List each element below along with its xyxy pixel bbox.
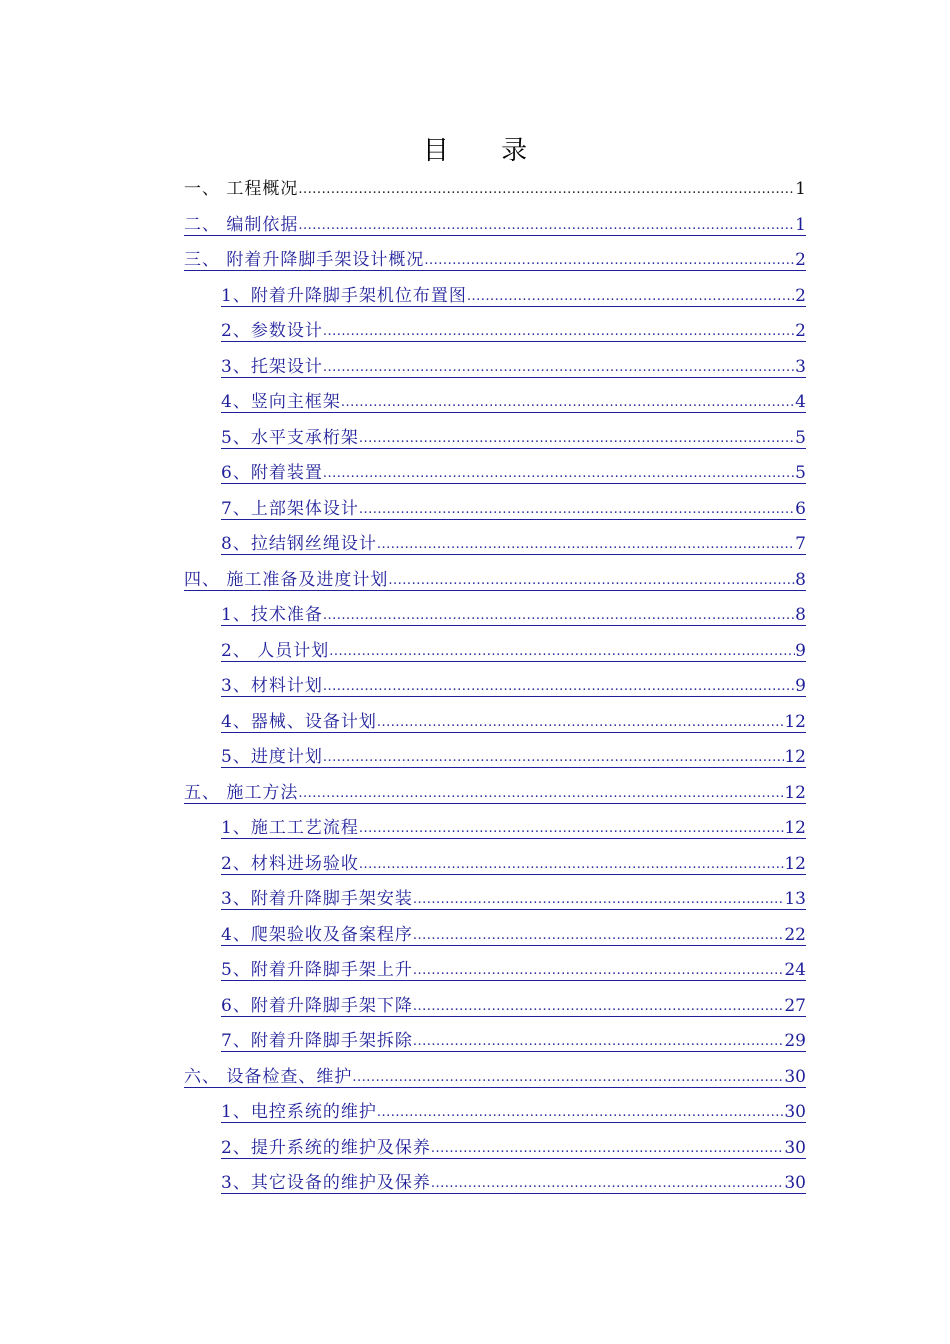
toc-leader-dots [413, 998, 785, 1016]
toc-entry[interactable] [221, 879, 806, 910]
toc-entry-page: 22 [784, 924, 806, 945]
toc-leader-dots [323, 607, 795, 625]
toc-entry-label: 2、材料进场验收 [221, 853, 359, 874]
toc-entry-label: 1、电控系统的维护 [221, 1102, 377, 1122]
toc-entry[interactable] [221, 737, 806, 768]
toc-entry[interactable] [184, 560, 806, 591]
toc-entry-page: 2 [795, 285, 806, 306]
toc-leader-dots [323, 678, 795, 696]
toc-entry[interactable] [221, 382, 806, 413]
toc-leader-dots [377, 714, 785, 732]
toc-entry[interactable] [184, 205, 806, 236]
toc-entry[interactable] [184, 773, 806, 804]
toc-leader-dots [359, 501, 795, 519]
toc-entry-page: 30 [784, 1173, 806, 1193]
toc-leader-dots [359, 430, 795, 448]
toc-entry-page: 9 [795, 640, 806, 661]
toc-leader-dots [323, 359, 795, 377]
toc-entry-page: 12 [784, 782, 806, 803]
toc-entry[interactable] [221, 1163, 806, 1194]
toc-entry-page: 4 [795, 392, 806, 412]
toc-entry-label: 1、施工工艺流程 [221, 818, 359, 838]
toc-entry-page: 12 [784, 853, 806, 874]
toc-entry-page: 5 [795, 427, 806, 448]
toc-entry[interactable] [221, 986, 806, 1017]
toc-entry [184, 169, 806, 199]
toc-leader-dots [359, 856, 785, 874]
toc-entry-page: 5 [795, 463, 806, 483]
toc-entry[interactable] [184, 1057, 806, 1088]
toc-entry[interactable] [221, 1128, 806, 1159]
toc-entry-label: 2、提升系统的维护及保养 [221, 1137, 431, 1158]
toc-entry-label: 3、其它设备的维护及保养 [221, 1173, 431, 1193]
toc-entry-page: 30 [784, 1102, 806, 1122]
toc-entry-label: 5、进度计划 [221, 747, 323, 767]
toc-title: 目 录 [422, 136, 550, 166]
toc-entry-page: 27 [784, 995, 806, 1016]
toc-entry-label: 8、拉结钢丝绳设计 [221, 534, 377, 554]
toc-entry-page: 3 [795, 356, 806, 377]
toc-entry-label: 4、器械、设备计划 [221, 711, 377, 732]
toc-entry-page: 8 [795, 569, 806, 590]
toc-entry-label: 2、参数设计 [221, 321, 323, 341]
toc-entry-page: 1 [795, 179, 806, 199]
toc-entry[interactable] [221, 666, 806, 697]
toc-entry-page: 8 [795, 605, 806, 625]
toc-entry-label: 4、竖向主框架 [221, 392, 341, 412]
toc-leader-dots [329, 643, 795, 661]
toc-entry-label: 3、附着升降脚手架安装 [221, 889, 413, 909]
toc-entry-page: 2 [795, 250, 806, 270]
toc-entry[interactable] [221, 950, 806, 981]
toc-leader-dots [431, 1140, 785, 1158]
toc-leader-dots [377, 1104, 785, 1122]
toc-entry-label: 5、水平支承桁架 [221, 427, 359, 448]
toc-entry-page: 13 [784, 889, 806, 909]
toc-entry-page: 12 [784, 711, 806, 732]
toc-entry-page: 7 [795, 534, 806, 554]
toc-entry-label: 6、附着装置 [221, 463, 323, 483]
toc-entry-page: 29 [784, 1031, 806, 1051]
toc-entry-label: 五、 施工方法 [184, 782, 299, 803]
toc-leader-dots [377, 536, 795, 554]
toc-leader-dots [413, 962, 785, 980]
toc-entry-label: 六、 设备检查、维护 [184, 1066, 353, 1087]
toc-entry[interactable] [221, 524, 806, 555]
toc-entry-page: 12 [784, 747, 806, 767]
toc-leader-dots [341, 394, 795, 412]
toc-entry[interactable] [221, 489, 806, 520]
toc-entry-label: 二、 编制依据 [184, 214, 299, 235]
toc-leader-dots [413, 1033, 785, 1051]
toc-entry-label: 一、 工程概况 [184, 179, 299, 199]
toc-entry-label: 三、 附着升降脚手架设计概况 [184, 250, 425, 270]
toc-entry-page: 30 [784, 1066, 806, 1087]
toc-leader-dots [323, 465, 795, 483]
toc-entry[interactable] [221, 844, 806, 875]
toc-entry-label: 6、附着升降脚手架下降 [221, 995, 413, 1016]
toc-entry-page: 6 [795, 498, 806, 519]
toc-leader-dots [388, 572, 795, 590]
toc-leader-dots [467, 288, 795, 306]
toc-entry[interactable] [221, 1092, 806, 1123]
toc-entry[interactable] [221, 347, 806, 378]
toc-leader-dots [298, 181, 795, 199]
toc-leader-dots [323, 749, 785, 767]
toc-entry-label: 2、 人员计划 [221, 640, 330, 661]
toc-leader-dots [359, 820, 785, 838]
toc-entry-page: 1 [795, 214, 806, 235]
toc-entry[interactable] [221, 915, 806, 946]
toc-entry-page: 9 [795, 676, 806, 696]
toc-leader-dots [298, 217, 795, 235]
toc-entry[interactable] [184, 240, 806, 271]
toc-entry-label: 四、 施工准备及进度计划 [184, 569, 389, 590]
toc-entry-page: 30 [784, 1137, 806, 1158]
toc-entry-label: 1、技术准备 [221, 605, 323, 625]
toc-entry[interactable] [221, 453, 806, 484]
toc-entry[interactable] [221, 631, 806, 662]
toc-entry-label: 4、爬架验收及备案程序 [221, 924, 413, 945]
toc-leader-dots [424, 252, 795, 270]
toc-leader-dots [413, 927, 785, 945]
toc-entry-label: 3、托架设计 [221, 356, 323, 377]
toc-entry-label: 1、附着升降脚手架机位布置图 [221, 285, 467, 306]
toc-leader-dots [298, 785, 784, 803]
toc-entry[interactable] [221, 808, 806, 839]
toc-entry-label: 3、材料计划 [221, 676, 323, 696]
toc-entry-label: 7、附着升降脚手架拆除 [221, 1031, 413, 1051]
toc-entry[interactable] [221, 311, 806, 342]
toc-leader-dots [352, 1069, 784, 1087]
toc-entry[interactable] [221, 1021, 806, 1052]
toc-entry-page: 12 [784, 818, 806, 838]
toc-leader-dots [431, 1175, 785, 1193]
toc-entry-page: 2 [795, 321, 806, 341]
toc-entry[interactable] [221, 702, 806, 733]
toc-entry[interactable] [221, 418, 806, 449]
toc-leader-dots [323, 323, 795, 341]
toc-entry[interactable] [221, 595, 806, 626]
toc-entry-label: 5、附着升降脚手架上升 [221, 960, 413, 980]
toc-entry[interactable] [221, 276, 806, 307]
toc-entry-label: 7、上部架体设计 [221, 498, 359, 519]
toc-entry-page: 24 [784, 960, 806, 980]
toc-leader-dots [413, 891, 785, 909]
